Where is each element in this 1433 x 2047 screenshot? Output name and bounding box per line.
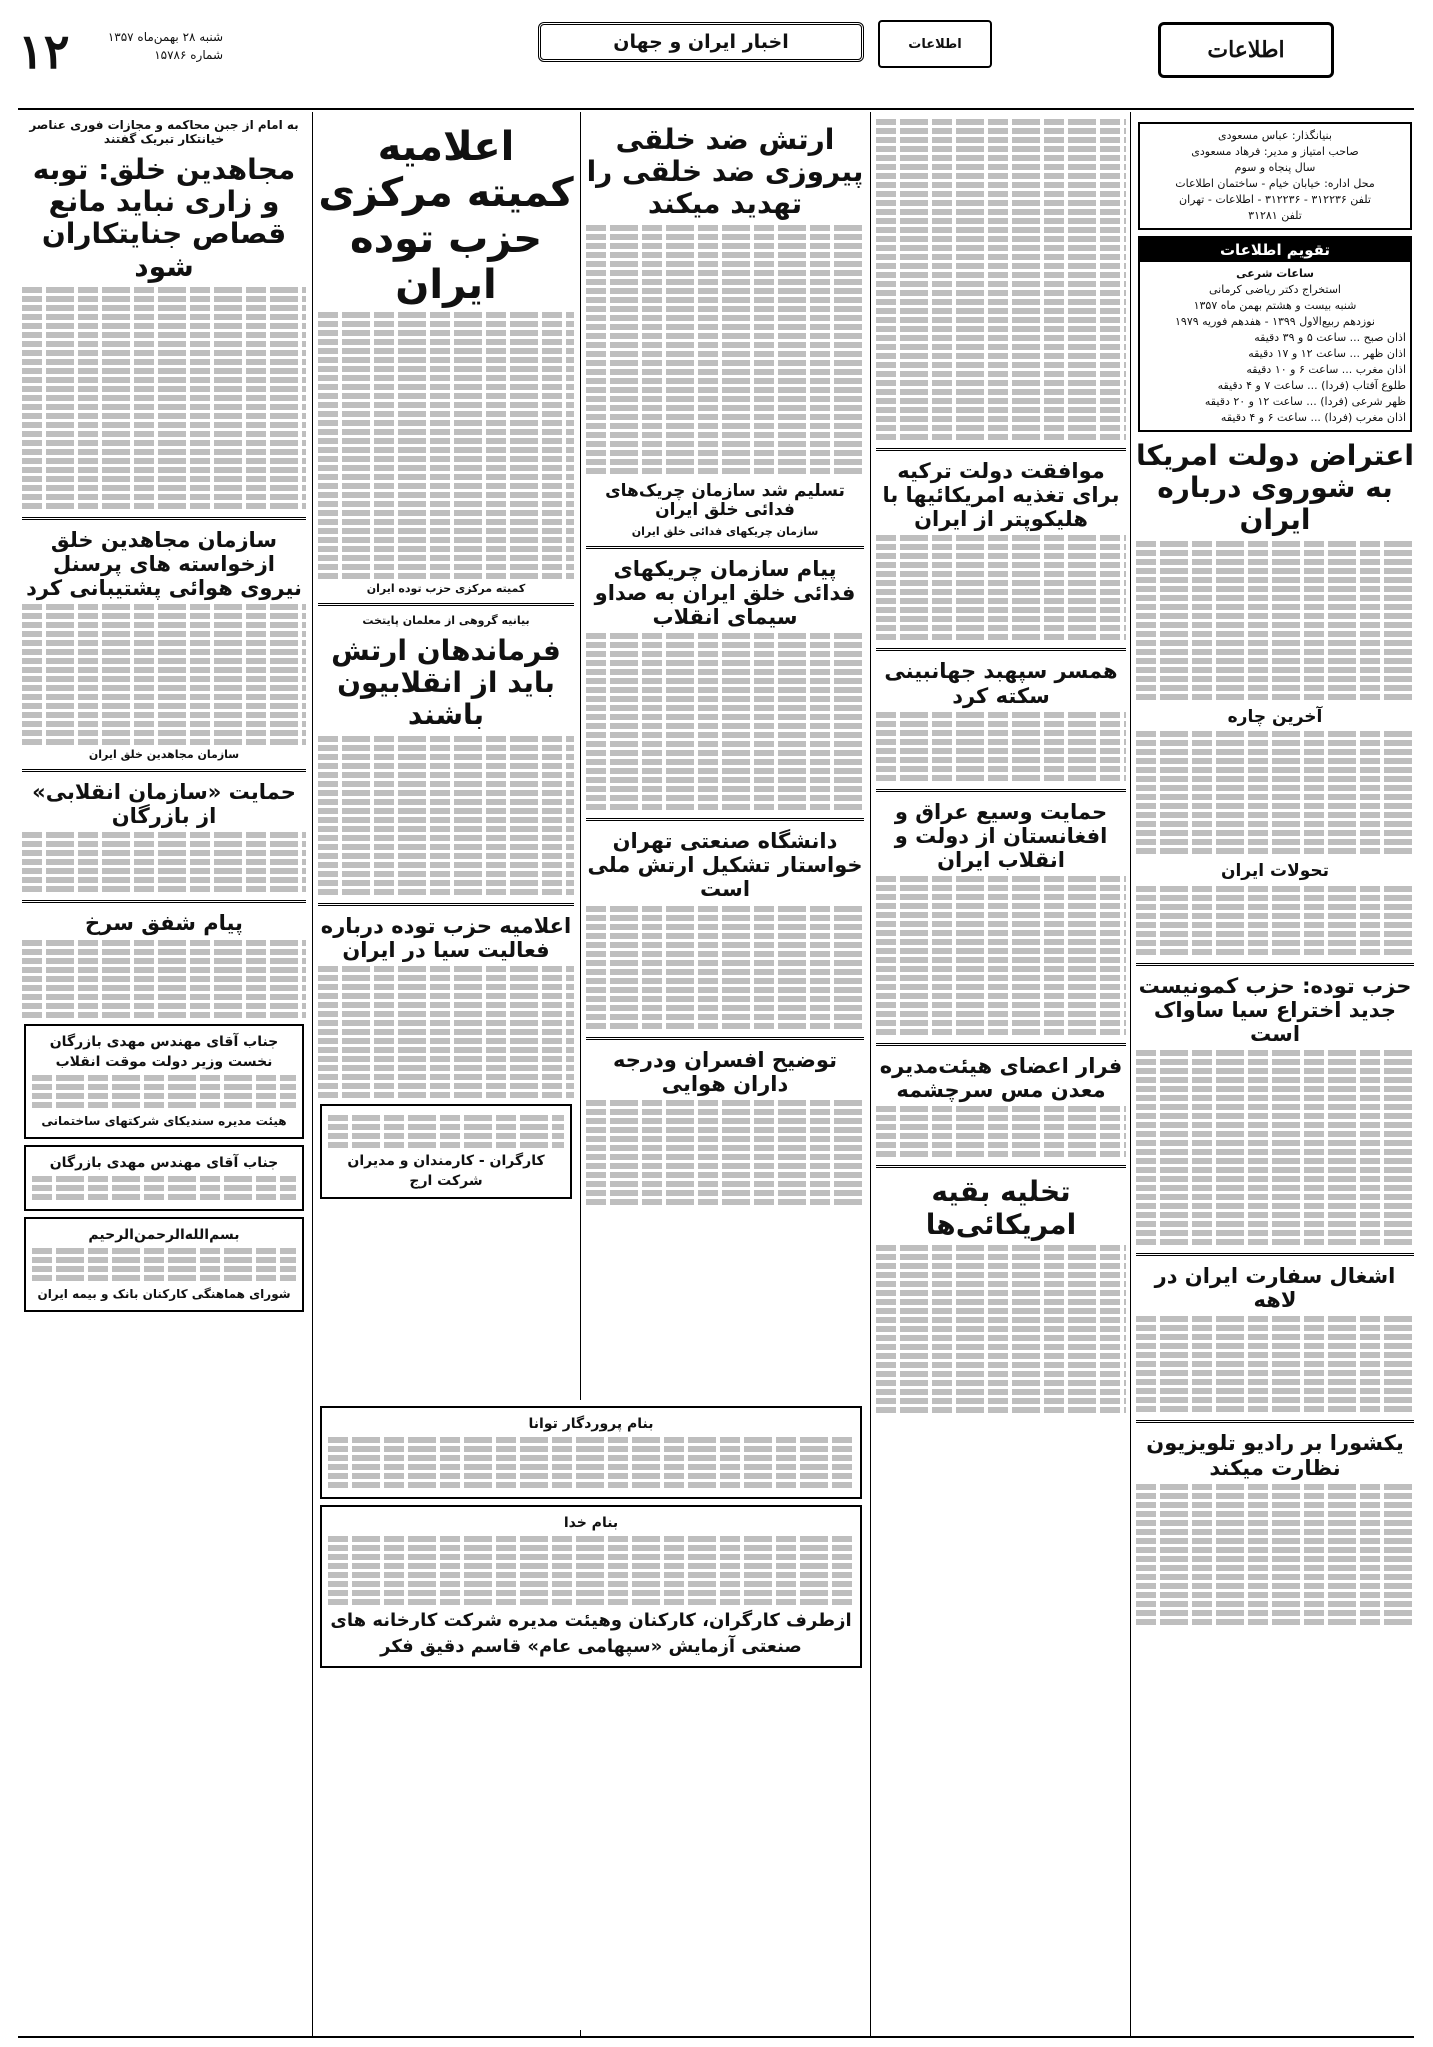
- ad-box: [320, 1505, 862, 1668]
- article-body: [876, 1245, 1126, 1413]
- masthead-rule: [18, 108, 1414, 110]
- small-logo: اطلاعات: [878, 20, 992, 68]
- article-body: [318, 736, 574, 895]
- headline: حمایت وسیع عراق و افغانستان از دولت و انقلاب ایران: [894, 799, 1108, 872]
- article-body: [1136, 886, 1414, 955]
- prayer-time: اذان صبح ... ساعت ۵ و ۳۹ دقیقه: [1254, 331, 1406, 344]
- colophon: [1138, 122, 1412, 230]
- article-body: [22, 940, 306, 1018]
- article-body: [318, 312, 574, 579]
- ad-signature: شورای هماهنگی کارکنان بانک و بیمه ایران: [37, 1286, 291, 1301]
- calendar-subtitle: ساعات شرعی: [1236, 267, 1314, 280]
- statement-label: بیانیه گروهی از معلمان پایتخت: [362, 614, 530, 627]
- column-divider: [312, 112, 313, 2037]
- headline: پیام شفق سرخ: [85, 911, 243, 936]
- headline: همسر سپهبد جهانبینی سکته کرد: [884, 659, 1118, 708]
- headline: تخلیه بقیه امریکائی‌ها: [925, 1175, 1077, 1241]
- headline: اشغال سفارت ایران در لاهه: [1154, 1264, 1396, 1313]
- ad-signature: هیئت مدیره سندیکای شرکتهای ساختمانی: [41, 1113, 287, 1128]
- colophon-line: محل اداره: خیابان خیام - ساختمان اطلاعات: [1175, 177, 1375, 190]
- ad-signature: کارگران - کارمندان و مدیران شرکت ارج: [347, 1152, 545, 1189]
- column-divider: [1130, 112, 1131, 2037]
- headline: دانشگاه صنعتی تهران خواستار تشکیل ارتش ملی است: [587, 829, 863, 902]
- signature: کمیته مرکزی حزب توده ایران: [366, 582, 526, 595]
- signature: سازمان مجاهدین خلق ایران: [88, 748, 240, 762]
- ad-body: [32, 1176, 296, 1200]
- ad-box: [320, 1104, 572, 1199]
- main-logo: اطلاعات: [1158, 22, 1334, 78]
- calendar-source: استخراج دکتر ریاضی کرمانی: [1209, 283, 1341, 296]
- article-body: [876, 876, 1126, 1035]
- section-title: اخبار ایران و جهان: [538, 22, 864, 62]
- ad-box: [24, 1024, 304, 1139]
- article-body: [22, 287, 306, 509]
- issue-line: شماره ۱۵۷۸۶: [154, 48, 223, 62]
- footer-rule: [18, 2036, 1414, 2038]
- ad-title: جناب آقای مهندس مهدی بازرگان نخست وزیر دولت موقت انقلاب: [49, 1033, 279, 1070]
- colophon-line: سال پنجاه و سوم: [1234, 161, 1316, 174]
- ad-signature: ازطرف کارگران، کارکنان وهیئت مدیره شرکت کارخانه های صنعتی آزمایش «سپهامی عام» قاسم دقیق فکر: [330, 1610, 852, 1657]
- kicker: به امام از جبن محاکمه و مجازات فوری عناصر خیانتکار تبریک گفتند: [29, 118, 299, 146]
- prayer-time: اذان ظهر ... ساعت ۱۲ و ۱۷ دقیقه: [1248, 347, 1406, 360]
- ad-title: بسم‌الله‌الرحمن‌الرحیم: [88, 1226, 240, 1243]
- headline: پیام سازمان چریکهای فدائی خلق ایران به صداو سیمای انقلاب: [594, 556, 856, 629]
- headline: فرار اعضای هیئت‌مدیره معدن مس سرچشمه: [879, 1054, 1123, 1103]
- headline: حمایت «سازمان انقلابی» از بازرگان: [32, 780, 296, 829]
- calendar-title: تقویم اطلاعات: [1140, 238, 1410, 262]
- colophon-line: صاحب امتیاز و مدیر: فرهاد مسعودی: [1191, 145, 1359, 158]
- column-1: [1136, 116, 1414, 2036]
- subheadline: آخرین چاره: [1227, 706, 1323, 727]
- page-number: ۱۲: [18, 24, 70, 80]
- ad-title: بنام پروردگار توانا: [528, 1416, 654, 1432]
- colophon-line: تلفن ۳۱۲۸۱: [1248, 209, 1302, 222]
- prayer-time: اذان مغرب (فردا) ... ساعت ۶ و ۴ دقیقه: [1220, 411, 1406, 424]
- article-body: [1136, 731, 1414, 854]
- article-body: [1136, 541, 1414, 700]
- calendar-box: [1138, 236, 1412, 432]
- article-body: [1136, 1484, 1414, 1625]
- prayer-time: اذان مغرب ... ساعت ۶ و ۱۰ دقیقه: [1246, 363, 1406, 376]
- headline: اعلامیه کمیته مرکزی حزب توده ایران: [318, 124, 574, 308]
- ad-box: [320, 1406, 862, 1499]
- ad-box: [24, 1217, 304, 1312]
- headline: فرماندهان ارتش باید از انقلابیون باشند: [331, 634, 561, 732]
- article-body: [318, 966, 574, 1098]
- column-4: [22, 116, 306, 2036]
- article-body: [876, 1106, 1126, 1157]
- ad-title: بنام خدا: [563, 1515, 619, 1531]
- headline: ارتش ضد خلقی پیروزی ضد خلقی را تهدید میکند: [586, 123, 864, 221]
- headline: حزب توده: حزب کمونیست جدید اختراع سیا ساواک است: [1138, 973, 1412, 1046]
- article-body: [1136, 1050, 1414, 1245]
- headline: مجاهدین خلق: توبه و زاری نباید مانع قصاص جنایتکاران شود: [32, 153, 296, 283]
- headline: موافقت دولت ترکیه برای تغذیه امریکائیها با هلیکوپتر از ایران: [882, 459, 1120, 532]
- article-body: [586, 906, 864, 1029]
- ad-body: [328, 1536, 854, 1605]
- headline: اعلامیه حزب توده درباره فعالیت سیا در ایران: [320, 913, 572, 962]
- ad-body: [328, 1115, 564, 1148]
- ad-body: [32, 1075, 296, 1108]
- headline: توضیح افسران ودرجه داران هوایی: [613, 1047, 837, 1096]
- column-2b: [876, 116, 1126, 2036]
- article-body: [22, 832, 306, 892]
- article-body: [1136, 1316, 1414, 1412]
- column-divider: [870, 112, 871, 2037]
- prayer-time: طلوع آفتاب (فردا) ... ساعت ۷ و ۴ دقیقه: [1217, 379, 1406, 392]
- lower-ads: [318, 1400, 864, 2030]
- masthead: [18, 14, 1414, 110]
- date-block: [88, 28, 223, 64]
- ad-title: جناب آقای مهندس مهدی بازرگان: [49, 1154, 279, 1171]
- ad-box: [24, 1145, 304, 1211]
- article-body: [22, 604, 306, 745]
- page-info: [18, 14, 228, 106]
- calendar-date: شنبه بیست و هشتم بهمن ماه ۱۳۵۷: [1193, 299, 1357, 312]
- article-body: [586, 633, 864, 810]
- ad-body: [32, 1248, 296, 1281]
- article-body: [876, 119, 1126, 440]
- colophon-line: تلفن ۳۱۲۲۳۶ - ۳۱۲۲۳۶ - اطلاعات - تهران: [1179, 193, 1371, 206]
- colophon-line: بنیانگذار: عباس مسعودی: [1218, 129, 1332, 142]
- article-body: [876, 712, 1126, 781]
- calendar-date-alt: نوزدهم ربیع‌الاول ۱۳۹۹ - هفدهم فوریه ۱۹۷۹: [1175, 315, 1375, 328]
- article-body: [586, 1100, 864, 1205]
- article-body: [586, 225, 864, 474]
- subheadline: تحولات ایران: [1220, 861, 1330, 882]
- ad-body: [328, 1437, 854, 1488]
- headline: سازمان مجاهدین خلق ازخواسته های پرسنل نیروی هوائی پشتیبانی کرد: [26, 527, 302, 601]
- prayer-time: ظهر شرعی (فردا) ... ساعت ۱۲ و ۲۰ دقیقه: [1204, 395, 1406, 408]
- headline: اعتراض دولت امریکا به شوروی درباره ایران: [1136, 439, 1414, 537]
- signature: سازمان چریکهای فدائی خلق ایران: [631, 524, 819, 538]
- date-line: شنبه ۲۸ بهمن‌ماه ۱۳۵۷: [107, 30, 223, 44]
- headline: یکشورا بر رادیو تلویزیون نظارت میکند: [1146, 1431, 1404, 1480]
- article-body: [876, 535, 1126, 640]
- subheadline: تسلیم شد سازمان چریک‌های فدائی خلق ایران: [605, 480, 845, 521]
